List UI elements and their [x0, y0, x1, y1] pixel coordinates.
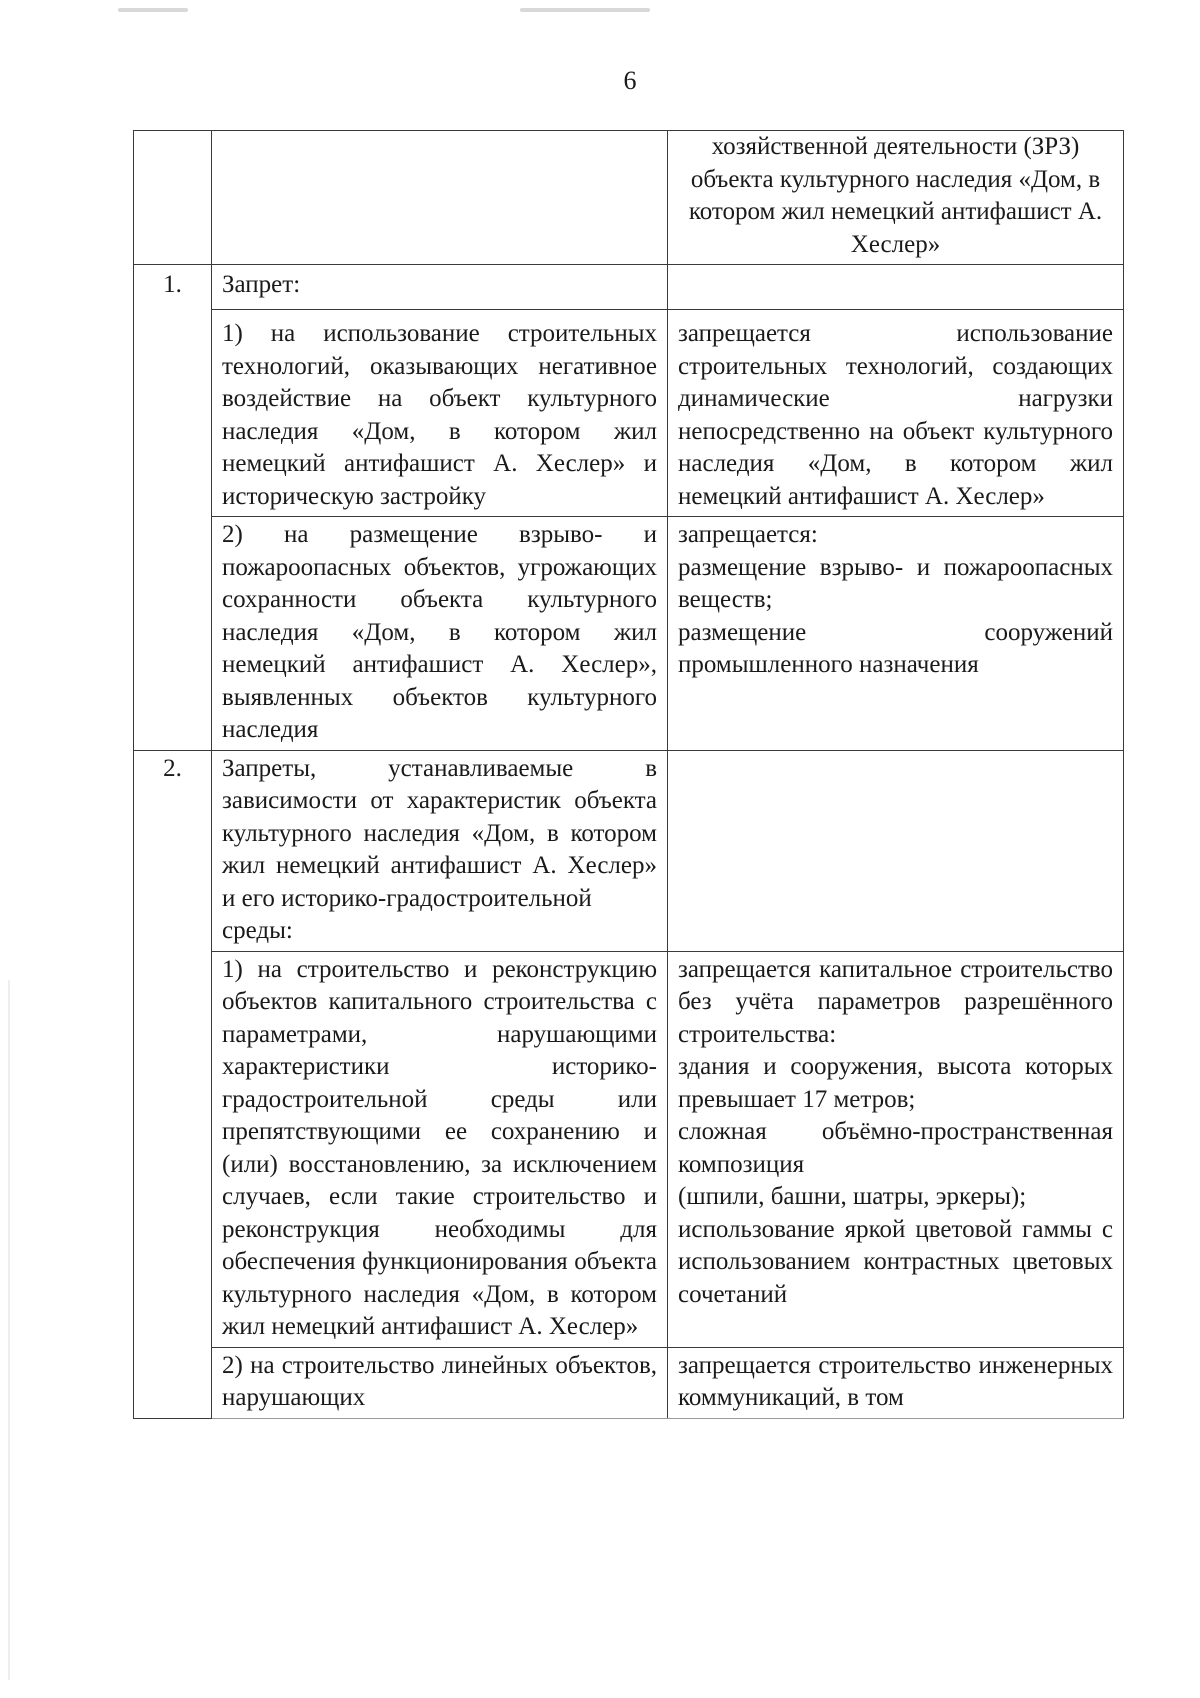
rule-line: размещение сооружений промышленного назначения — [678, 618, 1113, 678]
section-number: 1. — [134, 265, 212, 751]
table-row — [134, 951, 1124, 1347]
table-row — [134, 517, 1124, 751]
rule-line: (шпили, башни, шатры, эркеры); — [678, 1183, 1027, 1210]
table-row — [134, 1347, 1124, 1418]
table-row — [134, 750, 1124, 951]
table-row — [134, 310, 1124, 517]
restriction-text: 2) на размещение взрыво- и пожароопасных объектов, угрожающих сохранности объекта культурного наследия «Дом, в котором жил немецкий антифашист А. Хеслер», выявленных объектов культурного наследия — [212, 517, 668, 751]
scan-edge — [8, 980, 10, 1680]
cell-empty — [668, 750, 1124, 951]
cell-empty — [134, 131, 212, 265]
rule-line: запрещается: — [678, 521, 818, 548]
rule-line: использование яркой цветовой гаммы с использованием контрастных цветовых сочетаний — [678, 1215, 1113, 1308]
section-number: 2. — [134, 750, 212, 1418]
rule-line: здания и сооружения, высота которых превышает 17 метров; — [678, 1053, 1113, 1113]
rule-text: запрещается использование строительных технологий, создающих динамические нагрузки непосредственно на объект культурного наследия «Дом, в котором жил немецкий антифашист А. Хеслер» — [668, 310, 1124, 517]
section-title-tail: среды: — [222, 917, 293, 944]
rule-line: размещение взрыво- и пожароопасных веществ; — [678, 553, 1113, 613]
rule-line: сложная объёмно-пространственная композиция — [678, 1118, 1113, 1178]
header-continuation: хозяйственной деятельности (ЗРЗ) объекта культурного наследия «Дом, в котором жил немецкий антифашист А. Хеслер» — [668, 131, 1124, 265]
page-number: 6 — [623, 66, 637, 95]
section-title: Запрет: — [212, 265, 668, 310]
restriction-text: 1) на использование строительных технологий, оказывающих негативное воздействие на объект культурного наследия «Дом, в котором жил немецкий антифашист А. Хеслер» и историческую застройку — [212, 310, 668, 517]
rule-text — [668, 517, 1124, 751]
section-title-cell — [212, 750, 668, 951]
restriction-text: 2) на строительство линейных объектов, нарушающих — [212, 1347, 668, 1418]
cell-empty — [212, 131, 668, 265]
restriction-text: 1) на строительство и реконструкцию объектов капитального строительства с параметрами, нарушающими характеристики историко-градостроительной среды или препятствующими ее сохранению и (или) восстановлению, за исключением случаев, если такие строительство и реконструкция необходимы для обеспечения функционирования объекта культурного наследия «Дом, в котором жил немецкий антифашист А. Хеслер» — [212, 951, 668, 1347]
scan-artifact — [118, 8, 188, 12]
rule-line: запрещается капитальное строительство без учёта параметров разрешённого строительства: — [678, 955, 1113, 1048]
rule-text: запрещается строительство инженерных коммуникаций, в том — [668, 1347, 1124, 1418]
cell-empty — [668, 265, 1124, 310]
table-row — [134, 265, 1124, 310]
rule-text — [668, 951, 1124, 1347]
table-row — [134, 131, 1124, 265]
scan-artifact — [520, 8, 650, 12]
section-title: Запреты, устанавливаемые в зависимости от характеристик объекта культурного наследия «Дом, в котором жил немецкий антифашист А. Хеслер» и его историко-градостроительной — [222, 754, 657, 912]
restrictions-table — [133, 130, 1124, 1419]
